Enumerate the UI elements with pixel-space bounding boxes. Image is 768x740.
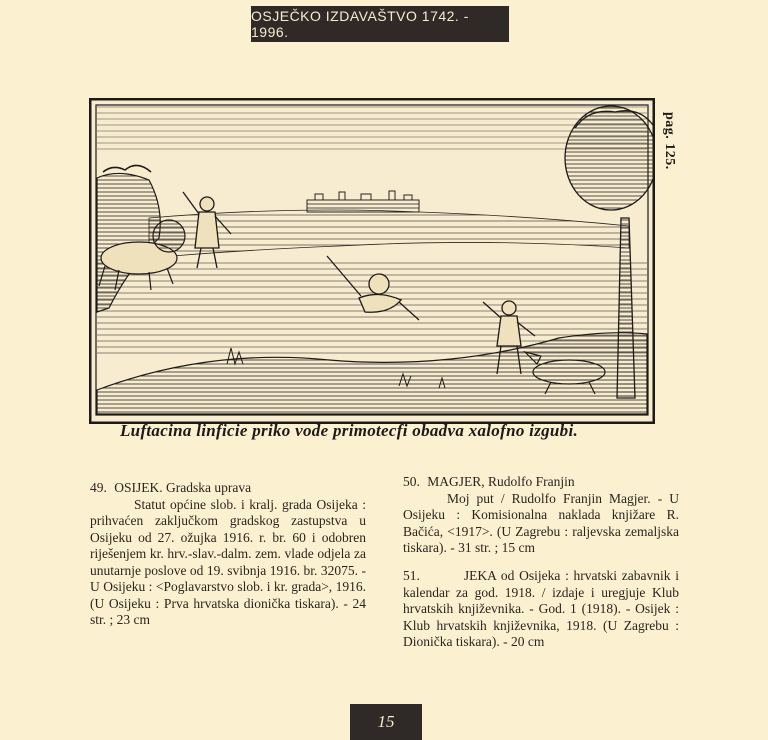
header-title: OSJEČKO IZDAVAŠTVO 1742. - 1996.	[251, 8, 469, 40]
catalog-entry-50	[403, 474, 679, 557]
woodcut-scene	[89, 98, 655, 424]
entry-number: 49.	[90, 480, 107, 495]
page-header	[251, 6, 509, 42]
catalog-entry-51	[403, 568, 679, 651]
illustration-caption: Luftacina linficie priko vode primotecfi obadva xalofno izgubi.	[120, 421, 579, 440]
page-number: 15	[377, 712, 395, 731]
entry-text: JEKA od Osijeka : hrvatski zabavnik i kalendar za god. 1918. / izdaje i uregjuje Klub hrvatskih književnika. - God. 1 (1918). - Osijek : Klub hrvatskih književnika, 1918. (U Zagrebu : Dionička tiskara). - 20 cm	[403, 568, 679, 649]
entry-number: 50.	[403, 474, 420, 489]
catalog-entry-49	[90, 480, 366, 629]
entry-text: Statut općine slob. i kralj. grada Osijeka : prihvaćen zaključkom gradskog zastupstva u Osijeku od 27. ožujka 1916. r. br. 60 i odobren riješenjem kr. hrv.-slav.-dalm. zem. vlade odjela za unutarnje poslove od 19. svibnja 1916. br. 32075. - U Osijeku : <Poglavarstvo slob. i kr. grada>, 1916. (U Osijeku : Prva hrvatska dionička tiskara). - 24 str. ; 23 cm	[90, 496, 366, 627]
entry-number: 51.	[403, 568, 420, 583]
woodcut-illustration	[89, 98, 655, 424]
page-footer	[350, 704, 422, 740]
page-reference-note: pag. 125.	[662, 112, 677, 170]
entry-text: Moj put / Rudolfo Franjin Magjer. - U Osijeku : Komisionalna naklada knjižare R. Bačića, <1917>. (U Zagrebu : raljevska zemaljska tiskara). - 31 str. ; 15 cm	[403, 490, 679, 555]
entry-heading: OSIJEK. Gradska uprava	[114, 480, 252, 495]
entry-heading: MAGJER, Rudolfo Franjin	[427, 474, 575, 489]
